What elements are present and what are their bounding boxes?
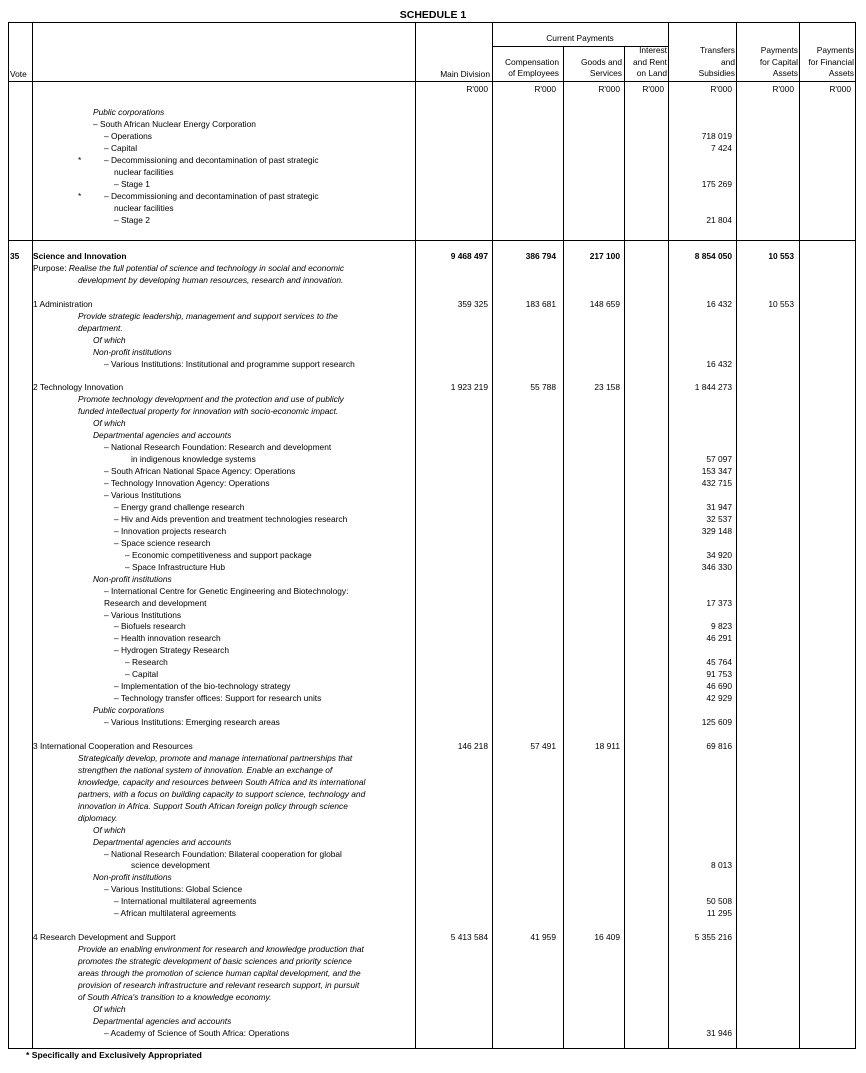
table-left-border (8, 22, 9, 1049)
comp-value: 183 681 (525, 299, 556, 309)
transfers-value: 175 269 (701, 179, 732, 189)
header-financial-line2: for Financial (808, 57, 854, 67)
tr-value: 11 295 (707, 908, 732, 918)
header-goods-line2: Services (589, 68, 622, 78)
tr-value: 8 854 050 (694, 251, 732, 261)
row-label: – Technology Innovation Agency: Operations (104, 478, 270, 488)
row-label: development by developing human resources, research and innovation. (78, 275, 344, 285)
asterisk-marker: * (78, 155, 82, 165)
purpose-label: Purpose: (33, 263, 67, 273)
row-label: – Energy grand challenge research (114, 502, 245, 512)
row-label: strengthen the national system of innovation. Enable an exchange of (78, 765, 333, 775)
top-row-label: – South African Nuclear Energy Corporation (93, 119, 256, 129)
row-label: – Various Institutions: Global Science (104, 884, 243, 894)
goods-value: 23 158 (594, 382, 620, 392)
goods-value: 217 100 (589, 251, 620, 261)
unit-interest: R'000 (642, 84, 664, 94)
row-label: department. (78, 323, 123, 333)
comp-value: 41 959 (530, 932, 556, 942)
comp-value: 386 794 (525, 251, 556, 261)
row-label: science development (131, 860, 210, 870)
tr-value: 1 844 273 (694, 382, 732, 392)
row-label: – Health innovation research (114, 633, 221, 643)
tr-value: 34 920 (706, 550, 732, 560)
header-financial-line3: Assets (828, 68, 854, 78)
header-interest-line2: and Rent (633, 57, 667, 67)
comp-value: 55 788 (530, 382, 556, 392)
row-label: 2 Technology Innovation (33, 382, 124, 392)
top-row-label: – Decommissioning and decontamination of past strategic (104, 155, 319, 165)
tr-value: 50 508 (706, 896, 732, 906)
row-label: 4 Research Development and Support (33, 932, 176, 942)
goods-value: 18 911 (595, 741, 620, 751)
table-right-border (855, 22, 856, 1049)
transfers-value: 7 424 (711, 143, 732, 153)
cap-value: 10 553 (768, 299, 794, 309)
row-label: Research and development (104, 598, 207, 608)
tr-value: 69 816 (706, 741, 732, 751)
header-bottom-border (8, 81, 856, 82)
tr-value: 32 537 (706, 514, 732, 524)
header-transfers-line2: and (721, 57, 735, 67)
row-label: 1 Administration (33, 299, 93, 309)
row-label: in indigenous knowledge systems (131, 454, 256, 464)
row-label: Of which (93, 825, 126, 835)
tr-value: 5 355 216 (694, 932, 732, 942)
tr-value: 31 946 (706, 1028, 732, 1038)
unit-capital: R'000 (772, 84, 794, 94)
row-label: – National Research Foundation: Research and development (104, 442, 332, 452)
comp-value: 57 491 (530, 741, 556, 751)
row-label: – National Research Foundation: Bilateral cooperation for global (104, 849, 342, 859)
unit-main-division: R'000 (466, 84, 488, 94)
row-label: Science and Innovation (33, 251, 127, 261)
row-label: – Various Institutions: Emerging research areas (104, 717, 280, 727)
asterisk-marker: * (78, 191, 82, 201)
row-label: – Biofuels research (114, 621, 186, 631)
goods-value: 148 659 (589, 299, 620, 309)
row-label: provision of research infrastructure and relevant research support, in pursuit (78, 980, 360, 990)
tr-value: 125 609 (701, 717, 732, 727)
main-value: 9 468 497 (450, 251, 488, 261)
tr-value: 153 347 (701, 466, 732, 476)
row-label: Departmental agencies and accounts (93, 1016, 232, 1026)
row-label: – Academy of Science of South Africa: Operations (104, 1028, 290, 1038)
row-label: Non-profit institutions (93, 872, 172, 882)
section-divider (8, 240, 856, 241)
top-row-label: nuclear facilities (114, 167, 174, 177)
header-interest-line3: on Land (636, 68, 667, 78)
unit-goods: R'000 (598, 84, 620, 94)
row-label: knowledge, capacity and resources between South Africa and its international (78, 777, 366, 787)
table-top-border (8, 22, 856, 23)
top-row-label: – Stage 1 (114, 179, 150, 189)
row-label: Non-profit institutions (93, 574, 172, 584)
row-label: Departmental agencies and accounts (93, 430, 232, 440)
row-label: Non-profit institutions (93, 347, 172, 357)
transfers-value: 718 019 (701, 131, 732, 141)
top-row-label: – Operations (104, 131, 152, 141)
tr-value: 16 432 (706, 359, 732, 369)
row-label: – Innovation projects research (114, 526, 227, 536)
row-label: – International Centre for Genetic Engineering and Biotechnology: (104, 586, 349, 596)
row-label: – Various Institutions (104, 610, 182, 620)
header-financial-line1: Payments (816, 45, 854, 55)
header-interest-line1: Interest (639, 45, 667, 55)
row-label: Of which (93, 418, 126, 428)
capital-column-divider (799, 22, 800, 1049)
header-main-division: Main Division (440, 69, 490, 79)
tr-value: 57 097 (706, 454, 732, 464)
row-label: Departmental agencies and accounts (93, 837, 232, 847)
row-label: – South African National Space Agency: Operations (104, 466, 296, 476)
row-label: Public corporations (93, 705, 165, 715)
table-bottom-border (8, 1048, 856, 1049)
schedule-title: SCHEDULE 1 (399, 9, 467, 21)
tr-value: 91 753 (706, 669, 732, 679)
cap-value: 10 553 (768, 251, 794, 261)
transfers-value: 21 804 (706, 215, 732, 225)
top-row-label: – Stage 2 (114, 215, 150, 225)
tr-value: 16 432 (706, 299, 732, 309)
top-row-label: Public corporations (93, 107, 165, 117)
row-label: – Implementation of the bio-technology strategy (114, 681, 291, 691)
footnote: * Specifically and Exclusively Appropriated (26, 1050, 202, 1060)
header-capital-line2: for Capital (759, 57, 798, 67)
tr-value: 31 947 (706, 502, 732, 512)
transfers-column-divider (736, 22, 737, 1049)
row-label: Of which (93, 335, 126, 345)
header-vote: Vote (10, 69, 27, 79)
header-capital-line3: Assets (772, 68, 798, 78)
goods-value: 16 409 (594, 932, 620, 942)
tr-value: 329 148 (701, 526, 732, 536)
row-label: funded intellectual property for innovation with socio-economic impact. (78, 406, 339, 416)
main-division-column-divider (492, 22, 493, 1049)
header-current-payments: Current Payments (546, 33, 614, 43)
row-label: – Research (125, 657, 168, 667)
row-label: – International multilateral agreements (114, 896, 257, 906)
unit-compensation: R'000 (534, 84, 556, 94)
header-transfers-line1: Transfers (699, 45, 735, 55)
header-goods-line1: Goods and (581, 57, 622, 67)
header-compensation-line1: Compensation (504, 57, 559, 67)
interest-column-divider (668, 22, 669, 1049)
row-label: – Capital (125, 669, 159, 679)
vote-column-divider (32, 22, 33, 1049)
header-capital-line1: Payments (760, 45, 798, 55)
row-label: promotes the strategic development of basic sciences and priority science (78, 956, 352, 966)
main-value: 359 325 (457, 299, 488, 309)
row-label: Strategically develop, promote and manage international partnerships that (78, 753, 353, 763)
tr-value: 45 764 (706, 657, 732, 667)
row-label: – African multilateral agreements (114, 908, 236, 918)
tr-value: 46 291 (706, 633, 732, 643)
tr-value: 346 330 (701, 562, 732, 572)
row-label: – Hydrogen Strategy Research (114, 645, 229, 655)
top-row-label: – Capital (104, 143, 138, 153)
tr-value: 42 929 (706, 693, 732, 703)
main-value: 146 218 (457, 741, 488, 751)
row-label: areas through the promotion of science human capital development, and the (78, 968, 361, 978)
tr-value: 432 715 (701, 478, 732, 488)
row-label: Promote technology development and the protection and use of publicly (78, 394, 344, 404)
description-column-divider (415, 22, 416, 1049)
row-label: diplomacy. (78, 813, 118, 823)
top-row-label: – Decommissioning and decontamination of past strategic (104, 191, 319, 201)
row-label: of South Africa's transition to a knowledge economy. (78, 992, 272, 1002)
main-value: 5 413 584 (450, 932, 488, 942)
purpose-text: Realise the full potential of science and technology in social and economic (66, 263, 345, 273)
vote-number: 35 (10, 251, 20, 261)
purpose-line (33, 263, 344, 275)
row-label: – Economic competitiveness and support package (125, 550, 312, 560)
row-label: innovation in Africa. Support South African foreign policy through science (78, 801, 348, 811)
header-compensation-line2: of Employees (508, 68, 559, 78)
row-label: – Various Institutions: Institutional and programme support research (104, 359, 355, 369)
main-value: 1 923 219 (450, 382, 488, 392)
row-label: – Space Infrastructure Hub (125, 562, 226, 572)
top-row-label: nuclear facilities (114, 203, 174, 213)
unit-transfers: R'000 (710, 84, 732, 94)
goods-column-divider (624, 46, 625, 1049)
tr-value: 17 373 (706, 598, 732, 608)
row-label: partners, with a focus on building capacity to support science, technology and (78, 789, 366, 799)
row-label: Provide an enabling environment for research and knowledge production that (78, 944, 364, 954)
tr-value: 46 690 (706, 681, 732, 691)
row-label: 3 International Cooperation and Resources (33, 741, 193, 751)
tr-value: 8 013 (711, 860, 732, 870)
header-transfers-line3: Subsidies (698, 68, 735, 78)
row-label: – Hiv and Aids prevention and treatment technologies research (114, 514, 348, 524)
row-label: – Space science research (114, 538, 211, 548)
compensation-column-divider (563, 46, 564, 1049)
row-label: – Technology transfer offices: Support for research units (114, 693, 322, 703)
row-label: – Various Institutions (104, 490, 182, 500)
row-label: Of which (93, 1004, 126, 1014)
row-label: Provide strategic leadership, management and support services to the (78, 311, 338, 321)
unit-financial: R'000 (829, 84, 851, 94)
tr-value: 9 823 (711, 621, 732, 631)
